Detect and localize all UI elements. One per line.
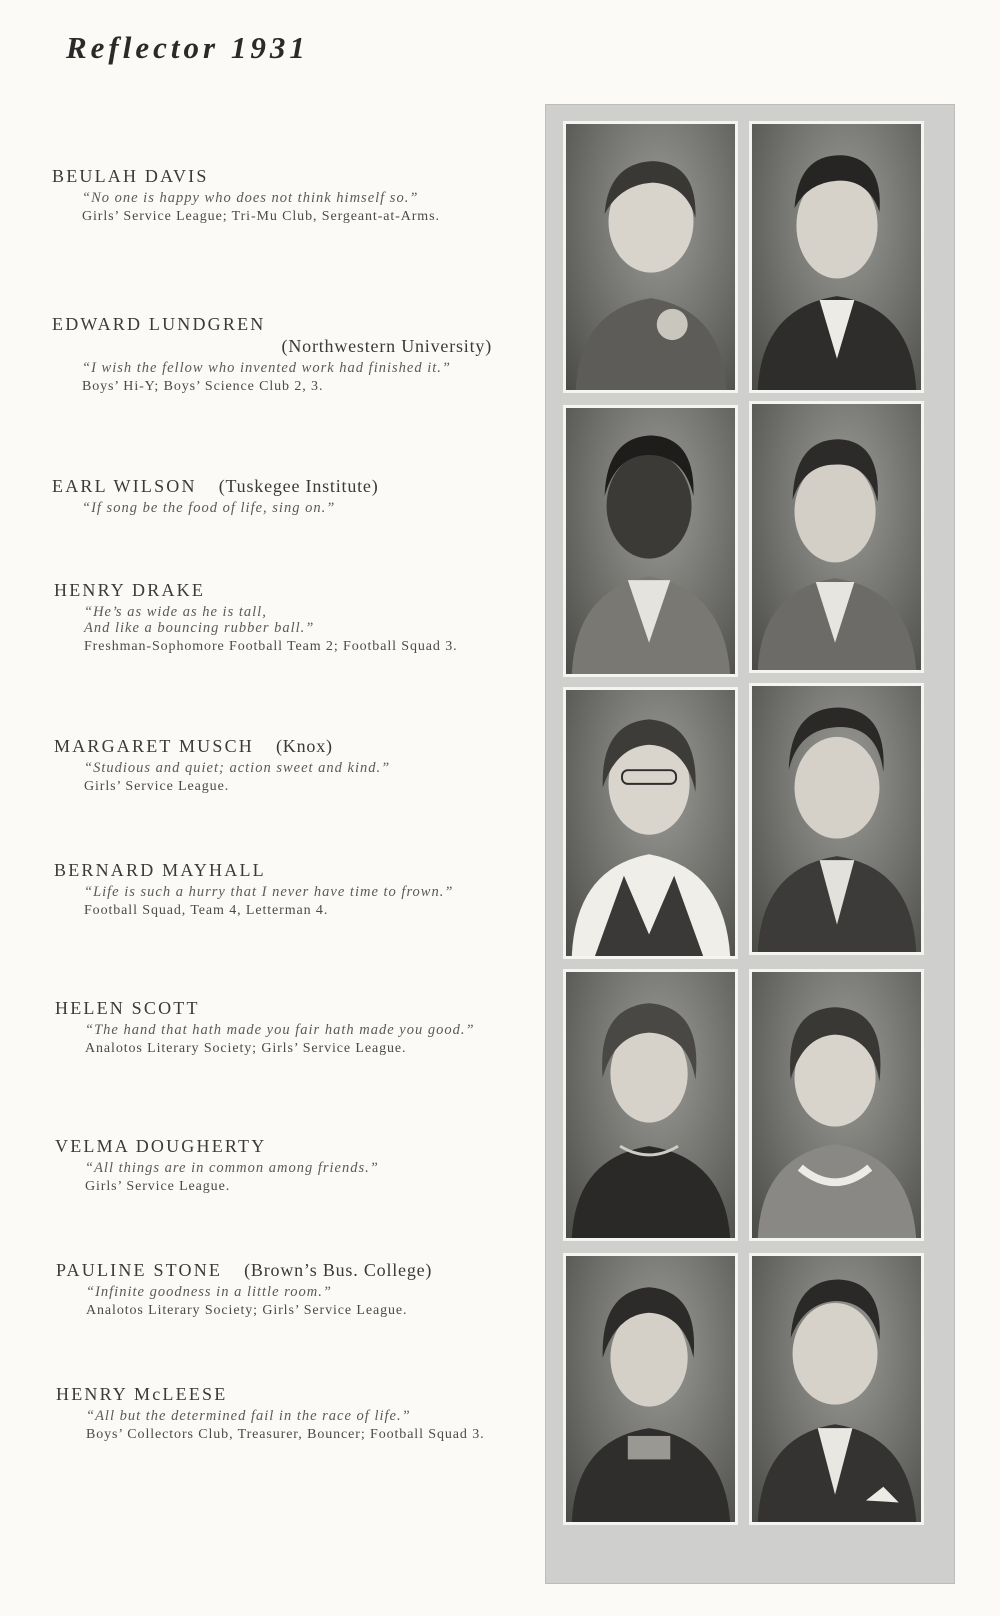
entry-college: (Knox) <box>276 736 333 756</box>
portrait-photo-bernard-mayhall <box>749 683 924 955</box>
entry-edward-lundgren <box>52 314 492 394</box>
entry-henry-drake <box>54 580 494 654</box>
entry-activities: Girls’ Service League. <box>84 779 230 794</box>
entry-pauline-stone <box>56 1260 496 1318</box>
entry-helen-scott <box>55 998 495 1056</box>
entry-quote: “Life is such a hurry that I never have time to frown.” <box>84 884 454 900</box>
entry-henry-mcleese <box>56 1384 496 1442</box>
entry-activities: Boys’ Collectors Club, Treasurer, Bouncer; Football Squad 3. <box>86 1427 485 1442</box>
entry-quote: “I wish the fellow who invented work had finished it.” <box>82 360 451 376</box>
entry-college: (Northwestern University) <box>281 336 492 356</box>
entry-college: (Brown’s Bus. College) <box>244 1260 433 1280</box>
entry-quote: “No one is happy who does not think himself so.” <box>82 190 419 206</box>
portrait-photo-earl-wilson <box>563 405 738 677</box>
entry-margaret-musch <box>54 736 494 794</box>
portrait-photo-velma-dougherty <box>749 969 924 1241</box>
entry-activities: Analotos Literary Society; Girls’ Service League. <box>85 1041 407 1056</box>
entry-quote: “Infinite goodness in a little room.” <box>86 1284 332 1300</box>
entry-velma-dougherty <box>55 1136 495 1194</box>
entry-quote: “If song be the food of life, sing on.” <box>82 500 336 516</box>
entry-name: MARGARET MUSCH <box>54 736 254 756</box>
entry-activities: Boys’ Hi-Y; Boys’ Science Club 2, 3. <box>82 379 324 394</box>
entry-name: EARL WILSON <box>52 476 197 496</box>
portrait-photo-henry-mcleese <box>749 1253 924 1525</box>
entry-name: BERNARD MAYHALL <box>54 860 266 880</box>
entry-name: HENRY McLEESE <box>56 1384 228 1404</box>
entry-college: (Tuskegee Institute) <box>218 476 379 496</box>
entry-activities: Analotos Literary Society; Girls’ Service League. <box>86 1303 408 1318</box>
entry-activities: Girls’ Service League. <box>85 1179 231 1194</box>
portrait-photo-henry-drake <box>749 401 924 673</box>
entry-bernard-mayhall <box>54 860 494 918</box>
portrait-photo-helen-scott <box>563 969 738 1241</box>
entry-beulah-davis <box>52 166 492 224</box>
portrait-panel <box>545 104 955 1584</box>
portrait-photo-beulah-davis <box>563 121 738 393</box>
entry-activities: Football Squad, Team 4, Letterman 4. <box>84 903 329 918</box>
entry-name: HENRY DRAKE <box>54 580 206 600</box>
page-title: Reflector 1931 <box>66 30 309 65</box>
entry-activities: Girls’ Service League; Tri-Mu Club, Sergeant-at-Arms. <box>82 209 440 224</box>
portrait-photo-margaret-musch <box>563 687 738 959</box>
entry-name: PAULINE STONE <box>56 1260 223 1280</box>
entry-quote: “The hand that hath made you fair hath made you good.” <box>85 1022 475 1038</box>
portrait-photo-pauline-stone <box>563 1253 738 1525</box>
entry-quote: “He’s as wide as he is tall, And like a bouncing rubber ball.” <box>84 604 315 636</box>
entry-name: VELMA DOUGHERTY <box>55 1136 267 1156</box>
entry-earl-wilson <box>52 476 492 516</box>
entry-quote: “Studious and quiet; action sweet and kind.” <box>84 760 391 776</box>
entry-name: BEULAH DAVIS <box>52 166 209 186</box>
entry-quote: “All but the determined fail in the race of life.” <box>86 1408 411 1424</box>
portrait-photo-edward-lundgren <box>749 121 924 393</box>
entry-name: EDWARD LUNDGREN <box>52 314 266 334</box>
entry-quote: “All things are in common among friends.” <box>85 1160 379 1176</box>
entry-name: HELEN SCOTT <box>55 998 200 1018</box>
entry-activities: Freshman-Sophomore Football Team 2; Football Squad 3. <box>84 639 458 654</box>
